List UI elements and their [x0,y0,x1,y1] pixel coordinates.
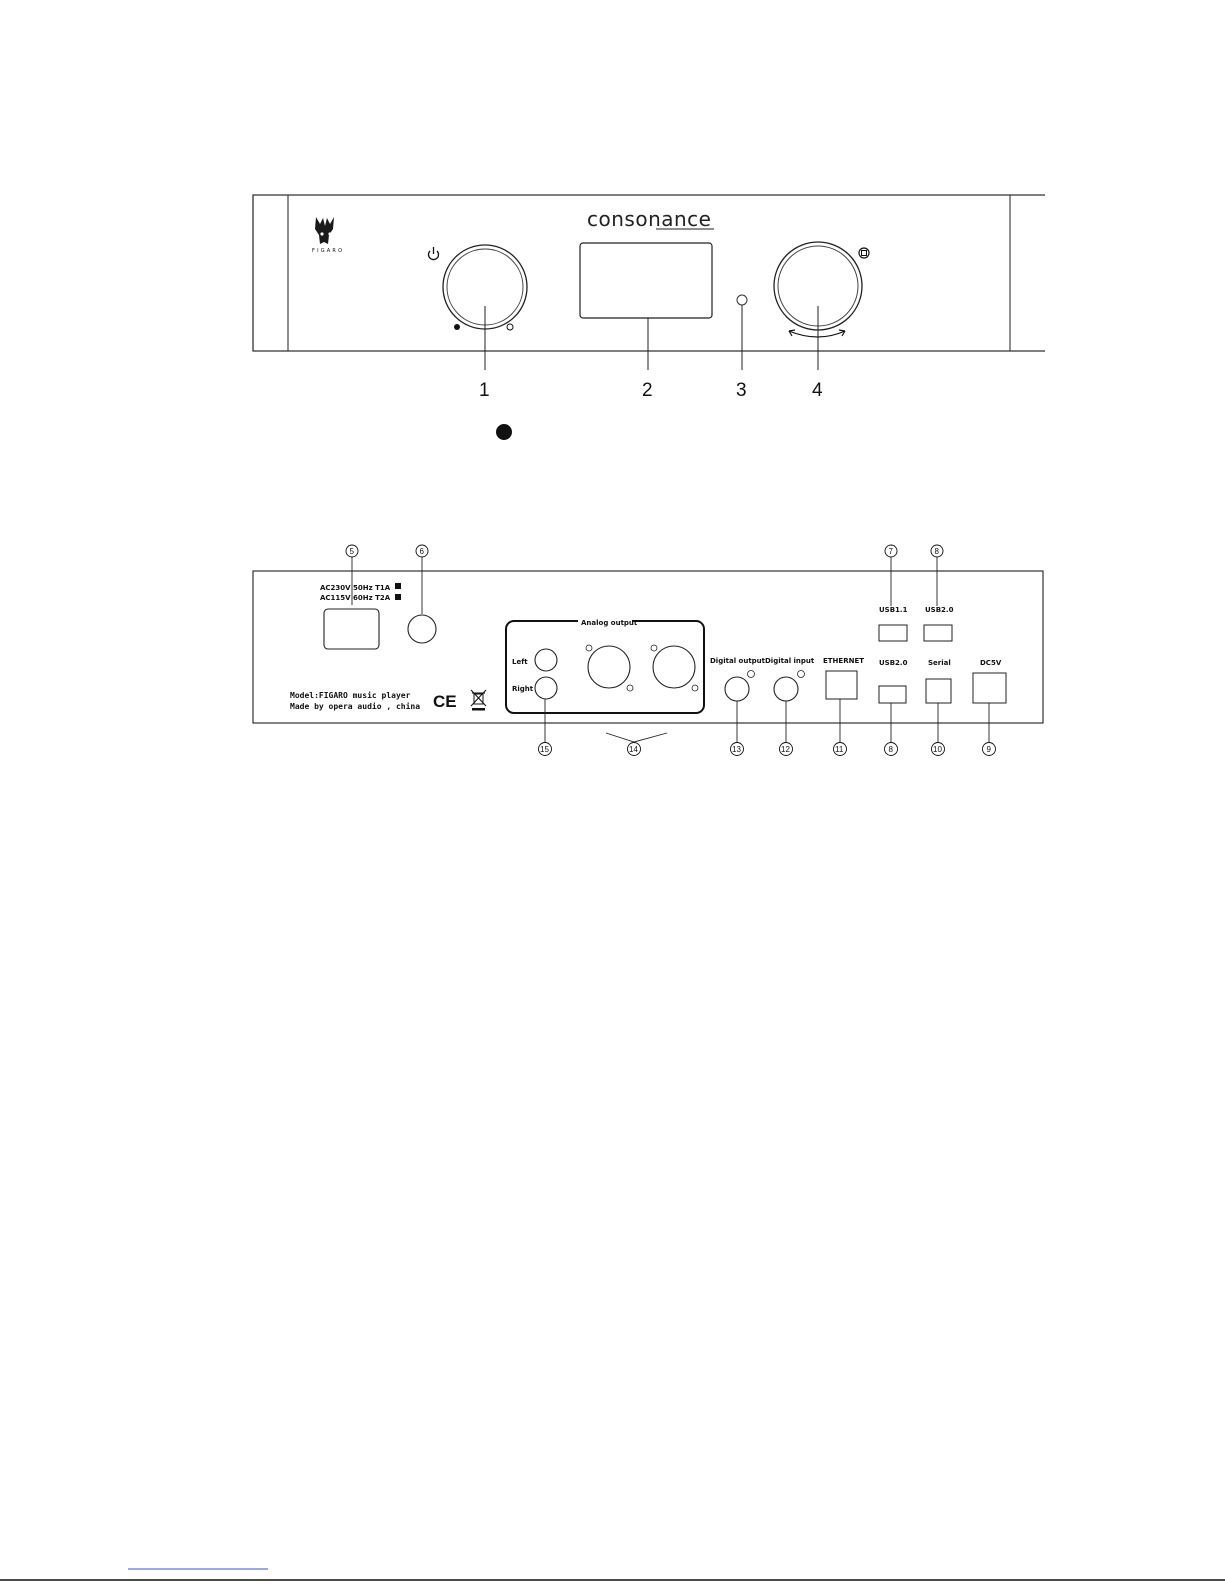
rca-right-jack [535,677,557,699]
model-line-1: Model:FIGARO music player [290,691,411,700]
ethernet-port [826,671,857,699]
callout-13-group [731,743,744,756]
callout-12: 12 [781,745,790,754]
dc5v-port [973,673,1006,703]
analog-output-block [506,615,704,713]
callout-10-group [932,743,945,756]
input-select-icon [859,248,869,258]
usb20-top-label: USB2.0 [925,606,954,614]
callout-10: 10 [933,745,942,754]
callout-3: 3 [736,380,747,401]
serial-port [926,679,951,703]
callout-8-bottom: 8 [888,745,893,754]
digital-input-led [798,671,805,678]
digital-output-led [748,671,755,678]
voltage-label-115: AC115V 60Hz T2A [320,594,391,602]
digital-input-jack [774,677,798,701]
ir-sensor [737,295,747,305]
analog-output-title: Analog output [581,619,638,627]
logo-letters: FIGARO [312,248,342,254]
rotate-arrow-icon [789,330,845,337]
digital-output-label: Digital output [710,657,766,665]
callout-9: 9 [986,745,991,754]
callout-1: 1 [479,380,490,401]
xlr-left-jack [586,645,633,691]
voltage-marker-115 [395,594,401,600]
usb20-top-port [924,625,952,641]
callout-4: 4 [812,380,823,401]
power-on-dot [454,324,460,330]
power-icon [428,247,438,260]
digital-output-jack [725,677,749,701]
dc5v-label: DC5V [980,659,1002,667]
callout-7: 7 [888,547,893,556]
fuse-holder [408,615,436,643]
callout-7-group [885,545,897,606]
callout-12-group [780,743,793,756]
usb20-bottom-label: USB2.0 [879,659,908,667]
voltage-marker-230 [395,583,401,589]
usb11-label: USB1.1 [879,606,908,614]
callout-15: 15 [540,745,549,754]
voltage-label-230: AC230V 50Hz T1A [320,584,391,592]
power-off-dot [507,324,513,330]
digital-input-label: Digital input [765,657,815,665]
callout-9-group [983,743,996,756]
callout-6-group [416,545,428,614]
callout-5: 5 [349,547,354,556]
callout-8-bottom-group [885,743,898,756]
weee-bin-icon [471,690,486,711]
callout-13: 13 [732,745,741,754]
rear-panel [253,545,1043,756]
callout-14-group [628,743,641,756]
bullet-dot [496,424,512,440]
model-line-2: Made by opera audio , china [290,702,421,711]
callout-11: 11 [835,745,844,754]
front-panel [253,195,1045,401]
usb11-port [879,625,907,641]
rca-left-jack [535,649,557,671]
serial-label: Serial [928,659,951,667]
figaro-mask-logo [312,217,342,254]
callout-6: 6 [419,547,424,556]
display-screen [580,243,712,318]
xlr-right-jack [651,645,698,691]
callout-8-top: 8 [934,547,939,556]
ce-mark: CE [433,692,457,711]
callout-14: 14 [629,745,638,754]
channel-right-label: Right [512,685,534,693]
callout-2: 2 [642,380,653,401]
ethernet-label: ETHERNET [823,657,865,665]
brand-name: consonance [587,207,712,231]
usb20-bottom-port [879,686,906,703]
callout-11-group [834,743,847,756]
callout-15-group [539,743,552,756]
callout-8-top-group [931,545,943,606]
channel-left-label: Left [512,658,528,666]
power-inlet [324,609,379,649]
